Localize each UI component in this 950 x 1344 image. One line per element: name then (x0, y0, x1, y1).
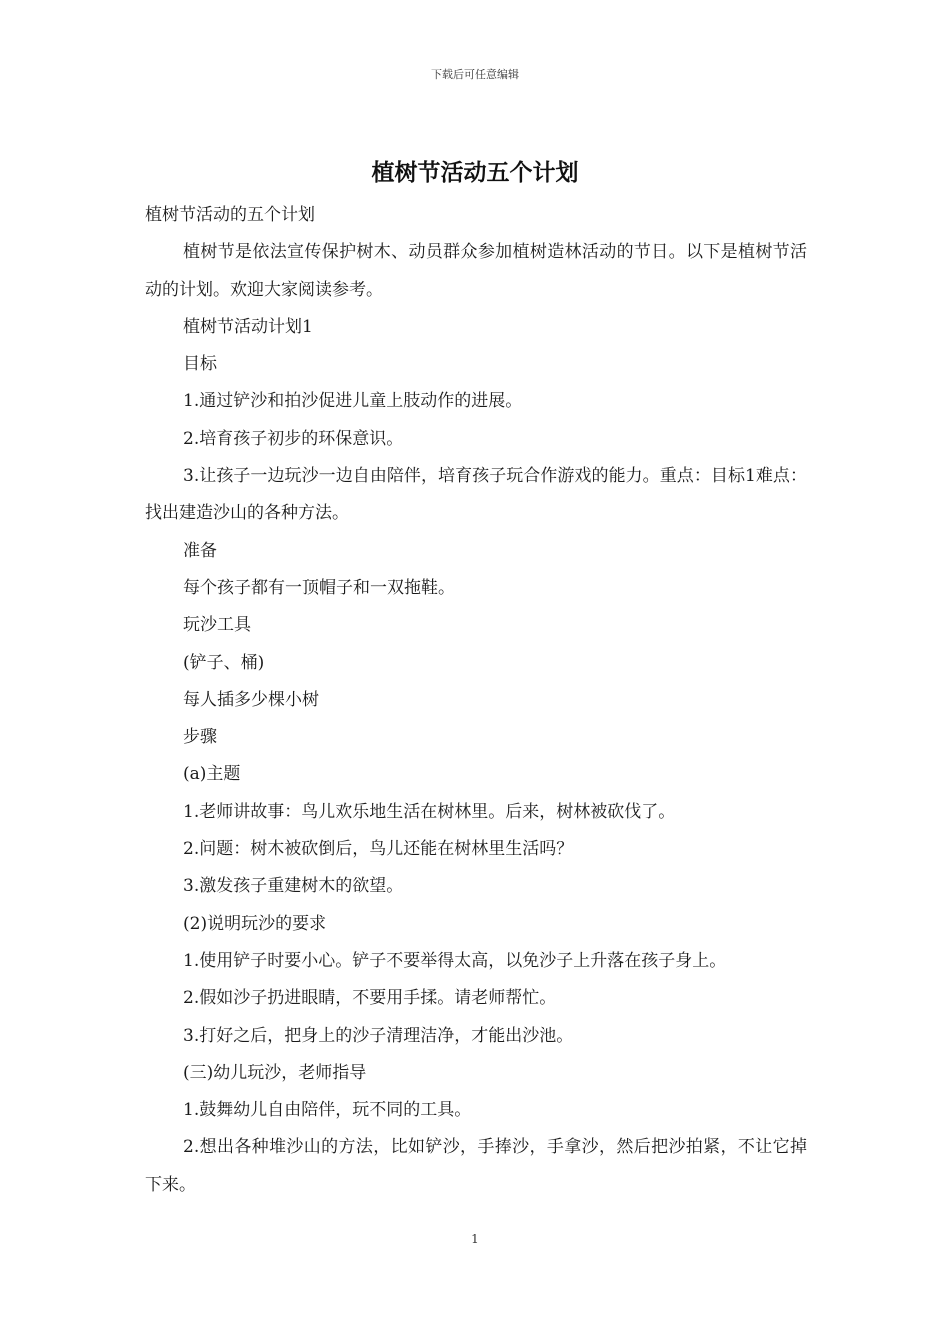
document-title: 植树节活动五个计划 (371, 159, 579, 186)
header-note: 下载后可任意编辑 (431, 68, 519, 81)
paragraph: (铲子、桶) (183, 652, 265, 673)
paragraph: 3.打好之后，把身上的沙子清理洁净，才能出沙池。 (183, 1025, 574, 1046)
paragraph: 3.让孩子一边玩沙一边自由陪伴，培育孩子玩合作游戏的能力。重点：目标1难点：找出建造沙山的各种方法。 (145, 466, 807, 524)
paragraph: 1.使用铲子时要小心。铲子不要举得太高，以免沙子上升落在孩子身上。 (183, 950, 727, 971)
paragraph: 准备 (183, 540, 217, 561)
paragraph: 每个孩子都有一顶帽子和一双拖鞋。 (183, 577, 455, 598)
paragraph: 2.假如沙子扔进眼睛，不要用手揉。请老师帮忙。 (183, 988, 557, 1009)
paragraph: (a)主题 (183, 764, 241, 785)
paragraph: (三)幼儿玩沙，老师指导 (183, 1062, 367, 1083)
paragraph: 1.老师讲故事：鸟儿欢乐地生活在树林里。后来，树林被砍伐了。 (183, 801, 676, 822)
paragraph: 植树节活动计划1 (183, 316, 313, 337)
paragraph: 1.通过铲沙和拍沙促进儿童上肢动作的进展。 (183, 391, 523, 412)
paragraph: 植树节活动的五个计划 (145, 205, 315, 225)
paragraph: 步骤 (183, 727, 217, 748)
paragraph: 2.想出各种堆沙山的方法，比如铲沙，手捧沙，手拿沙，然后把沙拍紧，不让它掉下来。 (145, 1137, 807, 1195)
paragraph: 1.鼓舞幼儿自由陪伴，玩不同的工具。 (183, 1100, 472, 1121)
paragraph: 每人插多少棵小树 (183, 689, 319, 710)
paragraph: 2.问题：树木被砍倒后，鸟儿还能在树林里生活吗？ (183, 839, 574, 860)
paragraph: 2.培育孩子初步的环保意识。 (183, 428, 404, 449)
document-body (145, 197, 807, 1204)
paragraph: 植树节是依法宣传保护树木、动员群众参加植树造林活动的节日。以下是植树节活动的计划。欢迎大家阅读参考。 (145, 242, 807, 300)
paragraph: (2)说明玩沙的要求 (183, 913, 327, 934)
paragraph: 目标 (183, 354, 217, 375)
paragraph: 玩沙工具 (183, 615, 251, 636)
paragraph: 3.激发孩子重建树木的欲望。 (183, 876, 404, 897)
page-number: 1 (471, 1232, 479, 1246)
